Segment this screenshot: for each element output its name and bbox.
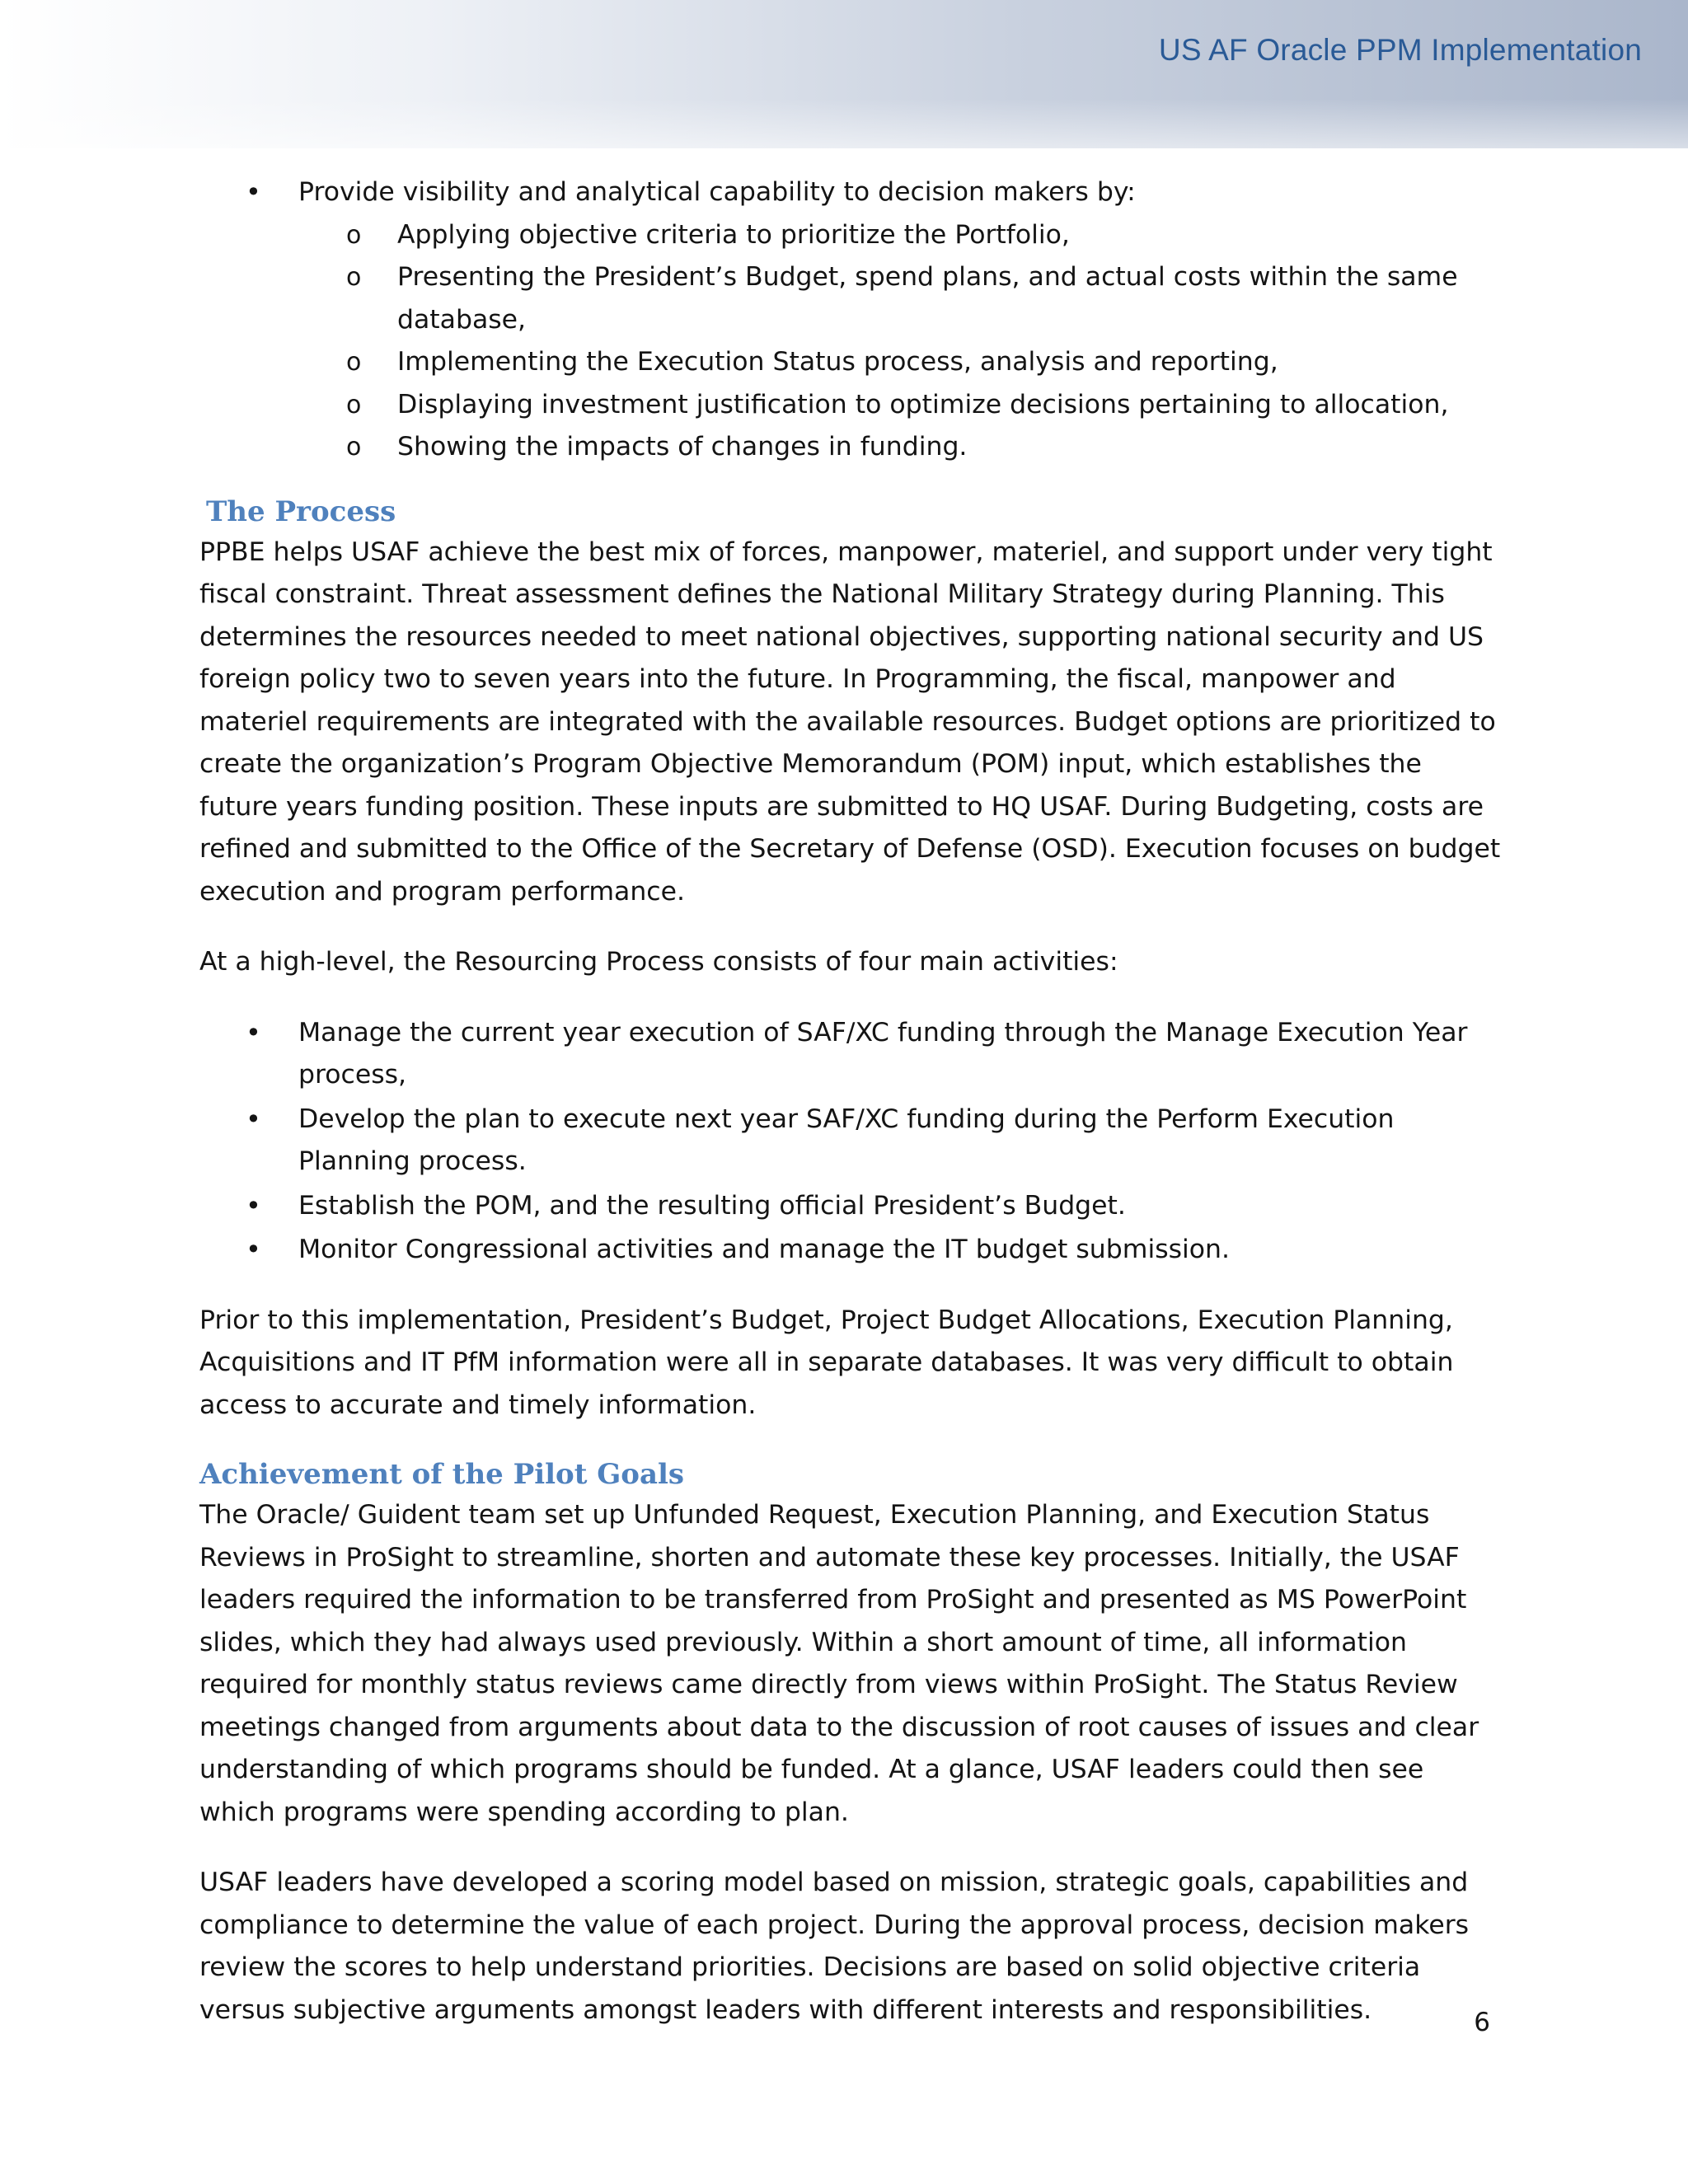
process-paragraph-1: PPBE helps USAF achieve the best mix of forces, manpower, materiel, and support under very tight fiscal constraint. Threat assessment defines the National Military Strategy during Planning. This determines the resources needed to meet national objectives, supporting national security and US foreign policy two to seven years into the future. In Programming, the fiscal, manpower and materiel requirements are integrated with the available resources. Budget options are prioritized to create the organization’s Program Objective Memorandum (POM) input, which establishes the future years funding position. These inputs are submitted to HQ USAF. During Budgeting, costs are refined and submitted to the Office of the Secretary of Defense (OSD). Execution focuses on budget execution and program performance.	[199, 537, 1501, 907]
list-item	[246, 1099, 1502, 1183]
pilot-paragraph-2: USAF leaders have developed a scoring model based on mission, strategic goals, capabilities and compliance to determine the value of each project. During the approval process, decision makers review the scores to help understand priorities. Decisions are based on solid objective criteria versus subjective arguments amongst leaders with different interests and responsibilities.	[199, 1868, 1470, 2025]
header-band	[0, 0, 1688, 148]
list-item	[246, 171, 1502, 469]
bullet-marker: •	[246, 1189, 261, 1221]
process-paragraph-2: At a high-level, the Resourcing Process consists of four main activities:	[199, 947, 1118, 977]
sub-bullet-text: Applying objective criteria to prioritize the Portfolio,	[397, 219, 1070, 250]
sub-bullet-marker: o	[346, 220, 362, 250]
activity-text: Establish the POM, and the resulting official President’s Budget.	[298, 1190, 1126, 1221]
sub-list-item	[346, 384, 1502, 427]
sub-list-item	[346, 256, 1502, 341]
sub-bullet-marker: o	[346, 433, 362, 462]
pilot-paragraph-1: The Oracle/ Guident team set up Unfunded Request, Execution Planning, and Execution Status Reviews in ProSight to streamline, shorten and automate these key processes. Initially, the USAF leaders required the information to be transferred from ProSight and presented as MS PowerPoint slides, which they had always used previously. Within a short amount of time, all information required for monthly status reviews came directly from views within ProSight. The Status Review meetings changed from arguments about data to the discussion of root causes of issues and clear understanding of which programs should be funded. At a glance, USAF leaders could then see which programs were spending according to plan.	[199, 1500, 1479, 1827]
bullet-marker: •	[246, 1234, 261, 1265]
process-paragraph-3: Prior to this implementation, President’s Budget, Project Budget Allocations, Execution Planning, Acquisitions and IT PfM information were all in separate databases. It was very difficult to obtain access to accurate and timely information.	[199, 1305, 1454, 1420]
activity-text: Monitor Congressional activities and manage the IT budget submission.	[298, 1235, 1231, 1264]
sub-list-item	[346, 341, 1502, 384]
list-item	[246, 1185, 1502, 1228]
sub-bullet-marker: o	[346, 390, 362, 419]
sub-bullet-text: Displaying investment justification to optimize decisions pertaining to allocation,	[397, 389, 1449, 419]
bullet-text: Provide visibility and analytical capability to decision makers by:	[298, 177, 1136, 207]
sub-list-item	[346, 214, 1502, 257]
activity-text: Manage the current year execution of SAF/XC funding through the Manage Execution Year process,	[298, 1017, 1468, 1090]
sub-bullet-text: Showing the impacts of changes in funding.	[397, 432, 968, 462]
activities-bullet-list	[199, 1012, 1502, 1272]
sub-bullet-marker: o	[346, 263, 362, 292]
bullet-marker: •	[246, 1016, 261, 1048]
sub-bullet-list	[298, 214, 1502, 469]
section-heading-process: The Process	[206, 494, 396, 528]
intro-bullet-list	[199, 171, 1502, 469]
section-heading-pilot-goals: Achievement of the Pilot Goals	[199, 1458, 685, 1491]
sub-list-item	[346, 426, 1502, 469]
document-body	[199, 171, 1502, 2032]
sub-bullet-text: Implementing the Execution Status process, analysis and reporting,	[397, 347, 1278, 377]
page-number: 6	[1474, 2008, 1490, 2037]
bullet-marker: •	[246, 1103, 261, 1135]
header-title: US AF Oracle PPM Implementation	[1158, 33, 1642, 67]
list-item	[246, 1229, 1502, 1272]
activity-text: Develop the plan to execute next year SAF/XC funding during the Perform Execution Planning process.	[298, 1104, 1395, 1176]
list-item	[246, 1012, 1502, 1097]
sub-bullet-marker: o	[346, 348, 362, 377]
bullet-marker: •	[246, 176, 261, 208]
sub-bullet-text: Presenting the President’s Budget, spend plans, and actual costs within the same database,	[397, 262, 1458, 335]
